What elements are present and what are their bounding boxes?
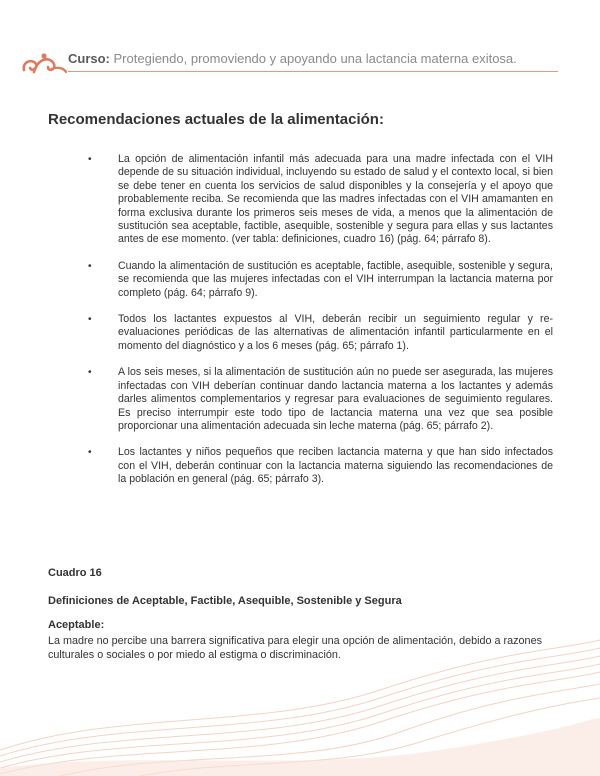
course-title: Protegiendo, promoviendo y apoyando una lactancia materna exitosa. [113,51,517,66]
list-item-text: Los lactantes y niños pequeños que reciben lactancia materna y que han sido infectados con el VIH, deberán continuar con la lactancia materna siguiendo las recomendaciones de la población en general (pág. 65; párrafo 3). [118,446,553,486]
header-divider [68,71,558,72]
course-line [68,51,517,66]
list-item-text: Todos los lactantes expuestos al VIH, deberán recibir un seguimiento regular y re-evaluaciones periódicas de las alternativas de alimentación infantil particularmente en el momento del diagnóstico y a los 6 meses (pág. 65; párrafo 1). [118,313,553,352]
definitions-title: Definiciones de Aceptable, Factible, Asequible, Sostenible y Segura [48,595,402,607]
list-item [0,153,553,247]
list-item [0,260,553,300]
aceptable-label: Aceptable: [48,619,105,631]
swirl-logo-icon [20,50,70,76]
course-label: Curso: [68,51,110,66]
bullet: • [88,367,92,379]
list-item [0,446,553,486]
list-item [0,366,553,433]
bullet: • [88,260,92,272]
cuadro-title: Cuadro 16 [48,567,102,579]
list-item [0,313,553,353]
list-item-text: Cuando la alimentación de sustitución es aceptable, factible, asequible, sostenible y segura, se recomienda que las mujeres infectadas con el VIH interrumpan la lactancia materna por completo (pág. 64; párrafo 9). [118,259,553,299]
section-title: Recomendaciones actuales de la alimentación: [48,111,384,128]
list-item-text: A los seis meses, si la alimentación de sustitución aún no puede ser asegurada, las mujeres infectadas con VIH deberían continuar dando lactancia materna a los lactantes y además darles alimentos complementarios y regresar para evaluaciones de seguimiento regulares. Es preciso interrumpir este todo tipo de lactancia materna una vez que sea posible proporcionar una alimentación adecuada sin leche materna (pág. 65; párrafo 2). [118,366,553,432]
bullet: • [88,154,92,165]
aceptable-text: La madre no percibe una barrera significativa para elegir una opción de alimentación, debido a razones culturales o sociales o por miedo al estigma o discriminación. [48,635,542,661]
recommendations-list [0,153,600,500]
list-item-text: La opción de alimentación infantil más adecuada para una madre infectada con el VIH depende de su situación individual, incluyendo su estado de salud y el contexto local, si bien se debe tener en cuenta los servicios de salud disponibles y la consejería y el apoyo que probablemente reciba. Se recomienda que las madres infectadas con el VIH amamanten en forma exclusiva durante los primeros seis meses de vida, a menos que la alimentación de sustitución sea aceptable, factible, asequible, sostenible y segura para ellas y sus lactantes antes de ese momento. (ver tabla: definiciones, cuadro 16) (pág. 64; párrafo 8). [118,153,553,246]
bullet: • [88,314,92,326]
bullet: • [88,447,92,459]
page-header [0,0,600,80]
